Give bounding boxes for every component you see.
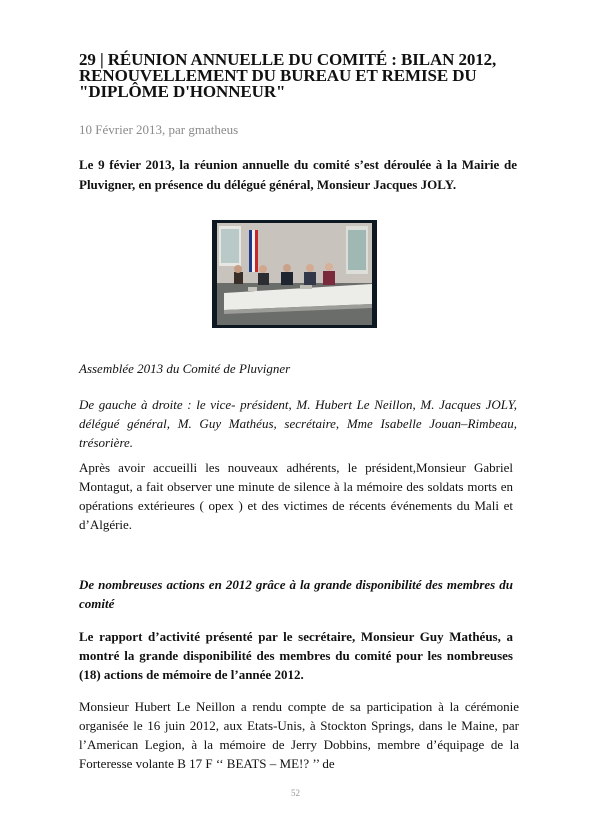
section-heading: De nombreuses actions en 2012 grâce à la grande disponibilité des membres du comité: [79, 577, 513, 611]
body-paragraph-2: Le rapport d’activité présenté par le secrétaire, Monsieur Guy Mathéus, a montré la grande disponibilité des membres du comité pour les nombreuses (18) actions de mémoire de l’année 2012.: [79, 629, 513, 682]
article-lead: Le 9 févier 2013, la réunion annuelle du comité s’est déroulée à la Mairie de Pluvigner, en présence du délégué général, Monsieur Jacques JOLY.: [79, 157, 517, 192]
body-paragraph-3: Monsieur Hubert Le Neillon a rendu compte de sa participation à la cérémonie organisée le 16 juin 2012, aux Etats-Unis, à Stockton Springs, dans le Maine, par l’American Legion, à la mémoire de Jerry Dobbins, membre d’équipage de la Forteresse volante B 17 F ‘‘ BEATS – ME!? ’’ de: [79, 699, 519, 771]
body-paragraph-1: Après avoir accueilli les nouveaux adhérents, le président,Monsieur Gabriel Montagut, a fait observer une minute de silence à la mémoire des soldats morts en opérations extérieures ( opex ) et des victimes de récents événements du Mali et d’Algérie.: [79, 460, 513, 532]
page-number: 52: [291, 788, 300, 798]
article-title: 29 | RÉUNION ANNUELLE DU COMITÉ : BILAN 2012, RENOUVELLEMENT DU BUREAU ET REMISE DU "DIPLÔME D'HONNEUR": [79, 50, 497, 101]
article-byline: 10 Février 2013, par gmatheus: [79, 122, 239, 137]
meeting-photo-illustration: [212, 220, 377, 328]
photo-names: De gauche à droite : le vice- président, M. Hubert Le Neillon, M. Jacques JOLY, délégué général, M. Guy Mathéus, secrétaire, Mme Isabelle Jouan–Rimbeau, trésorière.: [79, 397, 517, 450]
photo-caption: Assemblée 2013 du Comité de Pluvigner: [79, 361, 291, 376]
meeting-photo: [212, 220, 377, 328]
